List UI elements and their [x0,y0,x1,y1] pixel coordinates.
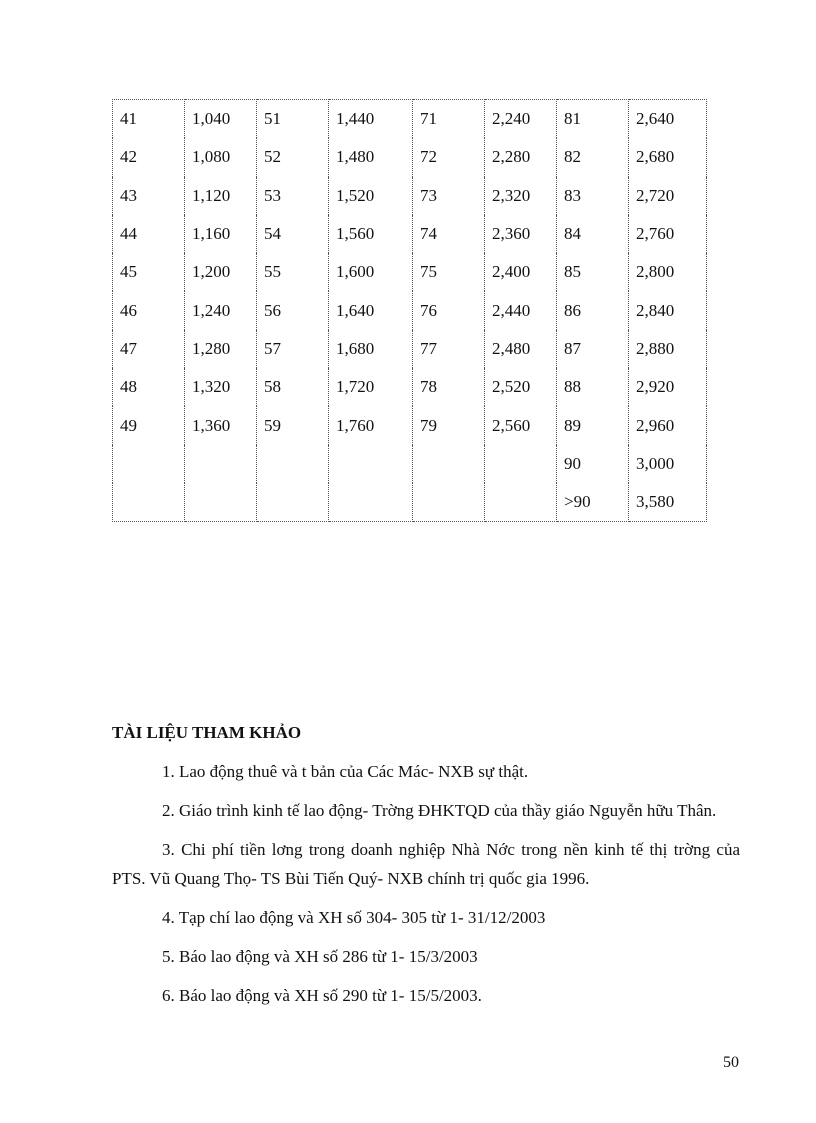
table-cell: 1,280 [185,330,257,368]
table-cell: 54 [257,215,329,253]
reference-item: 4. Tạp chí lao động và XH số 304- 305 từ 1- 31/12/2003 [162,908,546,927]
table-cell [329,445,413,483]
table-cell [485,483,557,522]
table-cell: 2,520 [485,368,557,406]
table-cell: 84 [557,215,629,253]
table-cell: 1,040 [185,100,257,139]
table-row [113,445,707,483]
table-cell: 49 [113,406,185,444]
table-cell: 2,920 [629,368,707,406]
table-row [113,215,707,253]
table-cell: 2,760 [629,215,707,253]
table-cell: 77 [413,330,485,368]
table-cell [257,483,329,522]
table-cell [113,483,185,522]
table-cell: 42 [113,138,185,176]
table-cell [329,483,413,522]
table-cell: 2,560 [485,406,557,444]
table-cell: 75 [413,253,485,291]
table-cell: 1,560 [329,215,413,253]
table-cell: 45 [113,253,185,291]
table-cell: 47 [113,330,185,368]
table-cell: 2,880 [629,330,707,368]
table-cell: 82 [557,138,629,176]
table-cell [257,445,329,483]
table-cell: 41 [113,100,185,139]
wage-coefficient-table [112,99,707,522]
table-cell: 1,320 [185,368,257,406]
table-cell: 1,080 [185,138,257,176]
table-cell: 74 [413,215,485,253]
references-heading: TÀI LIỆU THAM KHẢO [112,723,302,742]
reference-item: 5. Báo lao động và XH số 286 từ 1- 15/3/2003 [162,947,478,966]
table-cell: 85 [557,253,629,291]
table-cell: 52 [257,138,329,176]
table-cell: >90 [557,483,629,522]
table-cell: 3,000 [629,445,707,483]
table-cell [485,445,557,483]
reference-item: 6. Báo lao động và XH số 290 từ 1- 15/5/2003. [162,986,482,1005]
table-cell: 1,440 [329,100,413,139]
table-cell: 86 [557,291,629,329]
table-cell: 2,280 [485,138,557,176]
table-cell: 2,960 [629,406,707,444]
table-cell: 1,640 [329,291,413,329]
reference-item: 2. Giáo trình kinh tế lao động- Trờng ĐHKTQD của thầy giáo Nguyễn hữu Thân. [162,801,717,820]
table-cell: 89 [557,406,629,444]
table-cell: 1,720 [329,368,413,406]
table-cell: 1,160 [185,215,257,253]
table-cell: 1,760 [329,406,413,444]
reference-item: 3. Chi phí tiền lơng trong doanh nghiệp Nhà Nớc trong nền kinh tế thị trờng của PTS. Vũ Quang Thọ- TS Bùi Tiến Quý- NXB chính trị quốc gia 1996. [112,840,740,888]
table-cell: 56 [257,291,329,329]
table-cell: 1,600 [329,253,413,291]
table-cell: 55 [257,253,329,291]
table-body [113,100,707,522]
table-cell: 83 [557,177,629,215]
table-cell: 81 [557,100,629,139]
table-row [113,330,707,368]
table-cell: 1,480 [329,138,413,176]
table-cell: 2,240 [485,100,557,139]
table-row [113,406,707,444]
table-cell: 51 [257,100,329,139]
table-cell: 79 [413,406,485,444]
table-cell [413,483,485,522]
table-cell: 1,360 [185,406,257,444]
table-cell: 2,360 [485,215,557,253]
table-cell: 1,200 [185,253,257,291]
table-cell: 46 [113,291,185,329]
table-row [113,253,707,291]
table-cell: 2,720 [629,177,707,215]
table-cell: 1,520 [329,177,413,215]
table-row [113,291,707,329]
table-row [113,483,707,522]
table-cell: 90 [557,445,629,483]
table-row [113,177,707,215]
table-cell: 72 [413,138,485,176]
table-cell: 2,400 [485,253,557,291]
table-cell: 2,840 [629,291,707,329]
table-cell: 2,640 [629,100,707,139]
table-cell: 2,440 [485,291,557,329]
table-cell: 58 [257,368,329,406]
table-cell: 43 [113,177,185,215]
table-cell: 57 [257,330,329,368]
table-cell: 88 [557,368,629,406]
table-cell: 71 [413,100,485,139]
table-row [113,368,707,406]
table-cell: 44 [113,215,185,253]
reference-item: 1. Lao động thuê và t bản của Các Mác- NXB sự thật. [162,762,529,781]
table-cell: 59 [257,406,329,444]
table-cell: 87 [557,330,629,368]
table-cell: 2,800 [629,253,707,291]
table-row [113,100,707,139]
table-cell: 53 [257,177,329,215]
table-cell [113,445,185,483]
table-cell: 1,680 [329,330,413,368]
page-number: 50 [723,1054,739,1071]
table-cell [185,445,257,483]
table-cell: 1,240 [185,291,257,329]
table-cell: 76 [413,291,485,329]
table-row [113,138,707,176]
table-cell: 2,680 [629,138,707,176]
table-cell [413,445,485,483]
table-cell: 78 [413,368,485,406]
table-cell: 2,480 [485,330,557,368]
table-cell: 3,580 [629,483,707,522]
table-cell: 2,320 [485,177,557,215]
references-section [112,723,740,1020]
table-cell [185,483,257,522]
table-cell: 1,120 [185,177,257,215]
table-cell: 73 [413,177,485,215]
table-cell: 48 [113,368,185,406]
